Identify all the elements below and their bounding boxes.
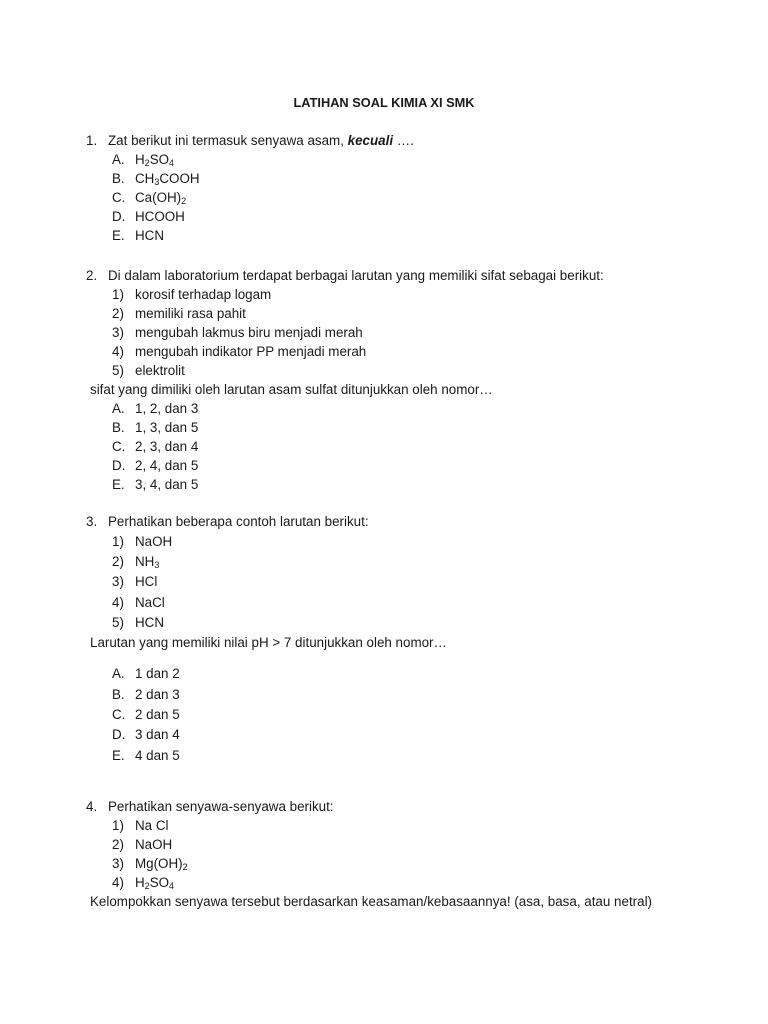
item-label: 2) [112, 837, 124, 852]
option-label: A. [112, 152, 125, 167]
item-text: NaCl [135, 595, 165, 610]
option-text [135, 152, 174, 168]
option-text: 2, 4, dan 5 [135, 458, 199, 473]
question-number: 3. [86, 514, 98, 529]
item-text [135, 875, 174, 891]
formula-part: H [135, 152, 145, 167]
option-label: D. [112, 727, 126, 742]
option-label: E. [112, 477, 125, 492]
option-text: 4 dan 5 [135, 748, 180, 763]
option-label: D. [112, 209, 126, 224]
item-text: mengubah lakmus biru menjadi merah [135, 325, 363, 340]
question-text-tail: …. [393, 133, 414, 148]
option-text: HCN [135, 228, 165, 243]
item-label: 3) [112, 574, 124, 589]
option-text: 1, 2, dan 3 [135, 401, 199, 416]
question-text-main: Zat berikut ini termasuk senyawa asam, [108, 133, 348, 148]
option-text: 1 dan 2 [135, 666, 180, 681]
item-label: 2) [112, 554, 124, 569]
option-text [135, 171, 200, 187]
question-text [108, 133, 414, 149]
item-label: 3) [112, 325, 124, 340]
item-label: 1) [112, 818, 124, 833]
option-label: B. [112, 171, 125, 186]
page-title: LATIHAN SOAL KIMIA XI SMK [293, 95, 475, 110]
question-number: 2. [86, 268, 98, 283]
item-text: NaOH [135, 837, 173, 852]
item-text: elektrolit [135, 363, 185, 378]
option-text: 1, 3, dan 5 [135, 420, 199, 435]
formula-subscript: 2 [181, 196, 187, 206]
option-text: 3 dan 4 [135, 727, 180, 742]
formula-part: Ca(OH) [135, 190, 182, 205]
question-number: 1. [86, 133, 98, 148]
formula-subscript: 2 [144, 158, 150, 168]
item-label: 3) [112, 856, 124, 871]
item-label: 1) [112, 534, 124, 549]
option-text: 2, 3, dan 4 [135, 439, 199, 454]
formula-part: H [135, 875, 145, 890]
item-label: 2) [112, 306, 124, 321]
item-text [135, 856, 188, 872]
formula-part: NH [135, 554, 155, 569]
formula-part: COOH [159, 171, 200, 186]
item-label: 1) [112, 287, 124, 302]
option-label: A. [112, 401, 125, 416]
formula-subscript: 4 [169, 158, 175, 168]
option-label: E. [112, 748, 125, 763]
item-text [135, 554, 159, 570]
option-text: 3, 4, dan 5 [135, 477, 199, 492]
item-label: 5) [112, 363, 124, 378]
item-label: 4) [112, 595, 124, 610]
formula-part: SO [149, 875, 170, 890]
item-label: 5) [112, 615, 124, 630]
option-label: B. [112, 687, 125, 702]
formula-subscript: 3 [154, 177, 160, 187]
option-label: D. [112, 458, 126, 473]
question-emphasis: kecuali [347, 133, 394, 148]
followup-text: Larutan yang memiliki nilai pH > 7 ditunjukkan oleh nomor… [90, 635, 447, 650]
option-text: HCOOH [135, 209, 185, 224]
option-text: 2 dan 5 [135, 707, 180, 722]
option-text [135, 190, 186, 206]
formula-part: CH [135, 171, 155, 186]
option-label: A. [112, 666, 125, 681]
formula-part: SO [149, 152, 170, 167]
question-number: 4. [86, 799, 98, 814]
formula-subscript: 2 [144, 881, 150, 891]
formula-part: Mg(OH) [135, 856, 183, 871]
question-text: Perhatikan beberapa contoh larutan berikut: [108, 514, 369, 529]
item-label: 4) [112, 875, 124, 890]
question-text: Perhatikan senyawa-senyawa berikut: [108, 799, 334, 814]
option-label: E. [112, 228, 125, 243]
item-text: mengubah indikator PP menjadi merah [135, 344, 367, 359]
item-text: Na Cl [135, 818, 169, 833]
question-text: Di dalam laboratorium terdapat berbagai larutan yang memiliki sifat sebagai berikut: [108, 268, 604, 283]
formula-subscript: 4 [169, 881, 175, 891]
formula-subscript: 2 [182, 862, 188, 872]
option-text: 2 dan 3 [135, 687, 180, 702]
item-text: memiliki rasa pahit [135, 306, 246, 321]
option-label: C. [112, 190, 126, 205]
item-label: 4) [112, 344, 124, 359]
followup-text: Kelompokkan senyawa tersebut berdasarkan keasaman/kebasaannya! (asa, basa, atau netral) [90, 894, 653, 909]
item-text: korosif terhadap logam [135, 287, 272, 302]
option-label: C. [112, 707, 126, 722]
option-label: C. [112, 439, 126, 454]
formula-subscript: 3 [154, 560, 160, 570]
followup-text: sifat yang dimiliki oleh larutan asam sulfat ditunjukkan oleh nomor… [90, 382, 493, 397]
option-label: B. [112, 420, 125, 435]
item-text: HCN [135, 615, 165, 630]
item-text: HCl [135, 574, 158, 589]
item-text: NaOH [135, 534, 173, 549]
